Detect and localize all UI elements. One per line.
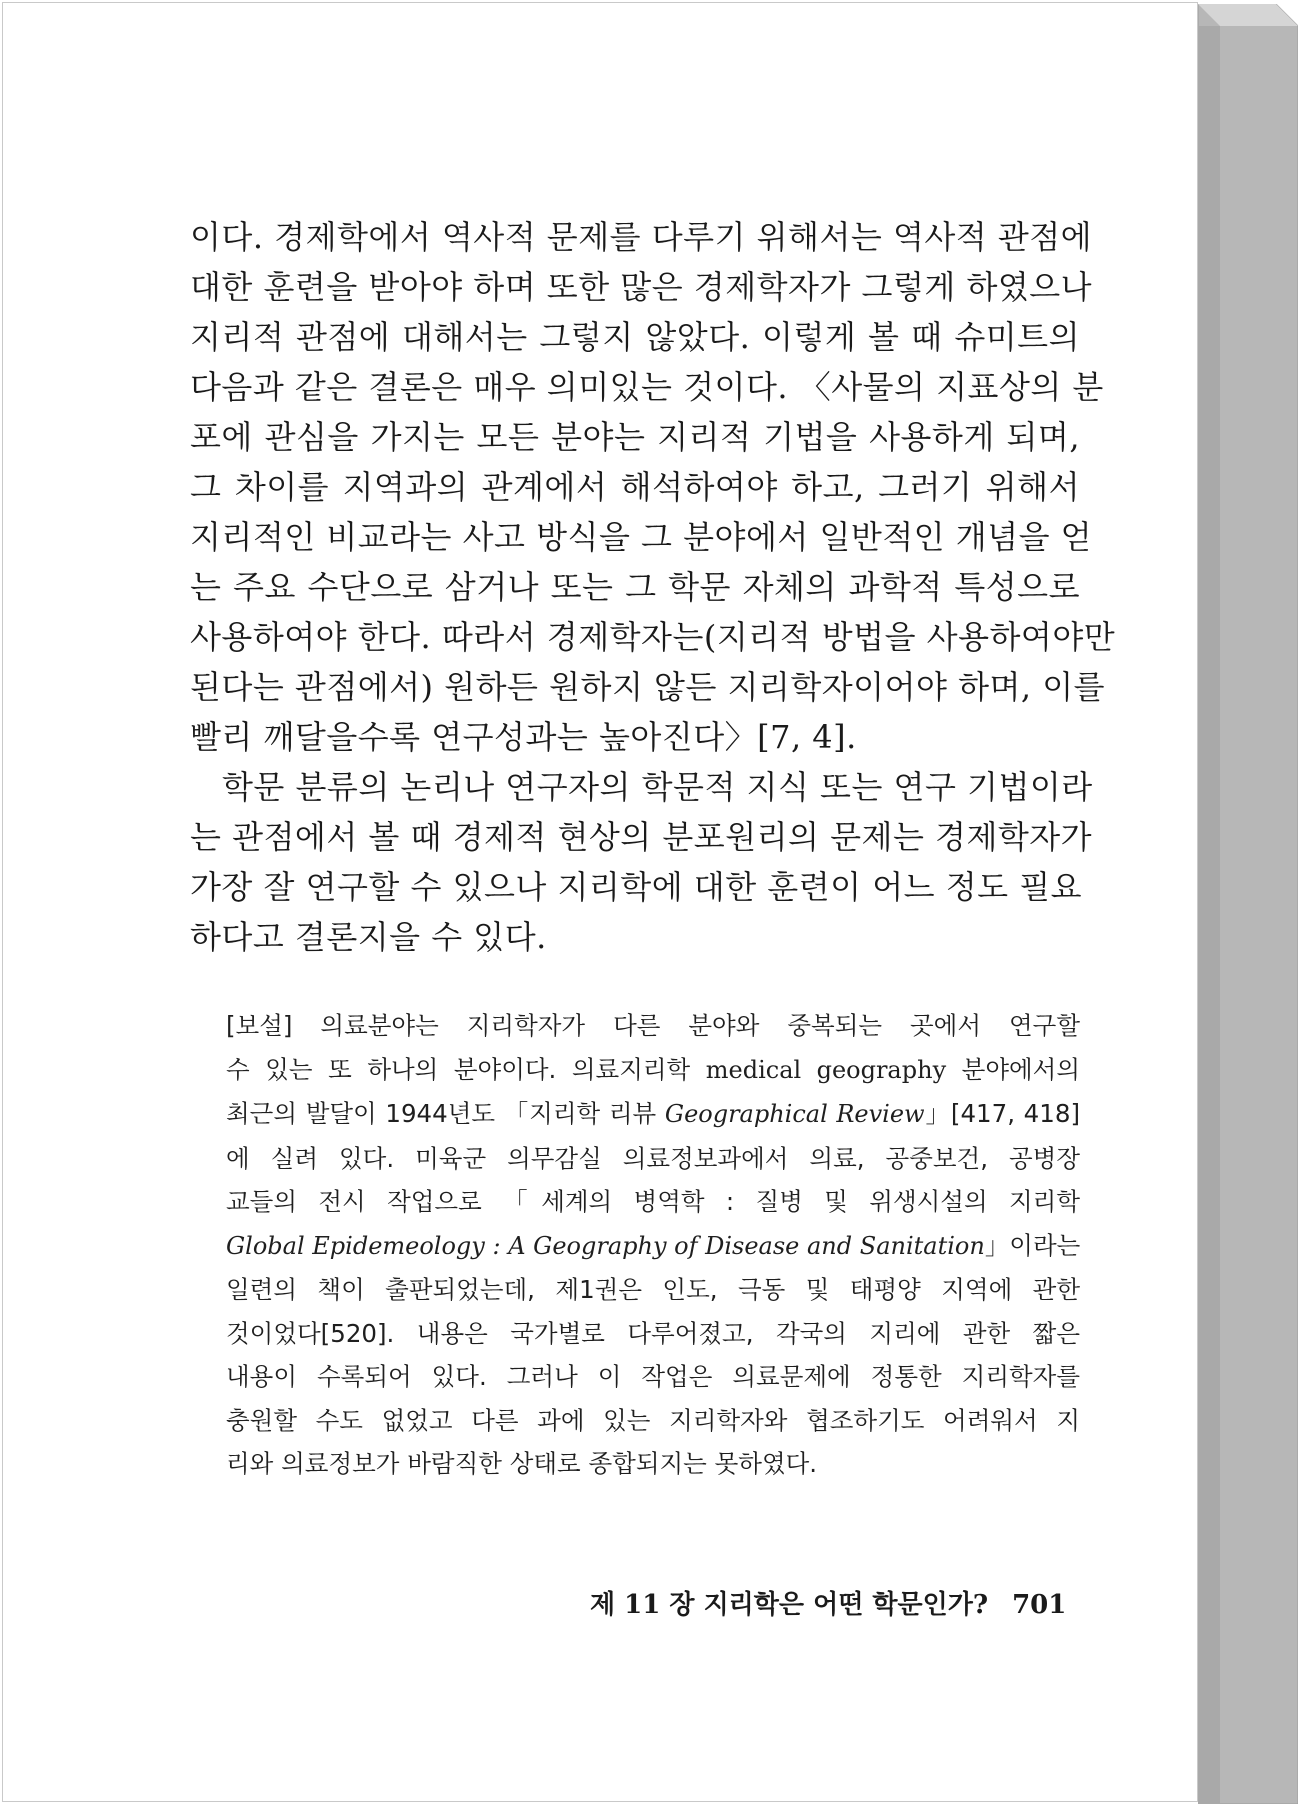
note-journal-title: Geographical Review	[664, 1100, 925, 1128]
note-line: 에 실려 있다. 미육군 의무감실 의료정보과에서 의료, 공중보건, 공병장	[226, 1143, 1080, 1173]
body-line: 사용하여야 한다. 따라서 경제학자는(지리적 방법을 사용하여야만	[190, 618, 1116, 656]
page-number: 701	[1012, 1590, 1067, 1620]
body-line: 된다는 관점에서) 원하든 원하지 않든 지리학자이어야 하며, 이를	[190, 668, 1106, 706]
body-line: 이다. 경제학에서 역사적 문제를 다루기 위해서는 역사적 관점에	[190, 218, 1093, 256]
note-line	[226, 1092, 1080, 1137]
main-body-text	[190, 212, 1116, 962]
body-line: 는 주요 수단으로 삼거나 또는 그 학문 자체의 과학적 특성으로	[190, 568, 1080, 606]
note-line	[226, 1224, 1080, 1269]
note-text-segment: 분야에서의	[946, 1054, 1081, 1084]
note-line: 내용이 수록되어 있다. 그러나 이 작업은 의료문제에 정통한 지리학자를	[226, 1362, 1080, 1391]
body-line: 포에 관심을 가지는 모든 분야는 지리적 기법을 사용하게 되며,	[190, 418, 1080, 456]
note-line	[226, 1048, 1080, 1093]
note-line: 것이었다[520]. 내용은 국가별로 다루어졌고, 각국의 지리에 관한 짧은	[226, 1318, 1080, 1348]
note-line: 일련의 책이 출판되었는데, 제1권은 인도, 극동 및 태평양 지역에 관한	[226, 1275, 1080, 1304]
chapter-title: 제 11 장 지리학은 어떤 학문인가?	[590, 1590, 989, 1620]
body-line: 지리적인 비교라는 사고 방식을 그 분야에서 일반적인 개념을 얻	[190, 518, 1093, 556]
body-line: 가장 잘 연구할 수 있으나 지리학에 대한 훈련이 어느 정도 필요	[190, 868, 1083, 906]
note-english-term: medical geography	[705, 1055, 947, 1084]
body-line: 지리적 관점에 대해서는 그렇지 않았다. 이렇게 볼 때 슈미트의	[190, 318, 1080, 356]
body-line: 빨리 깨달을수록 연구성과는 높아진다〉[7, 4].	[190, 718, 857, 756]
body-line: 학문 분류의 논리나 연구자의 학문적 지식 또는 연구 기법이라	[222, 768, 1093, 806]
note-line: 교들의 전시 작업으로 「세계의 병역학 : 질병 및 위생시설의 지리학	[226, 1187, 1080, 1216]
body-line: 다음과 같은 결론은 매우 의미있는 것이다. 〈사물의 지표상의 분	[190, 368, 1104, 406]
note-text-segment: 최근의 발달이 1944년도 「지리학 리뷰	[226, 1099, 665, 1128]
note-line: 리와 의료정보가 바람직한 상태로 종합되지는 못하였다.	[226, 1449, 818, 1478]
note-text-segment: 」이라는	[984, 1230, 1081, 1260]
note-line: 충원할 수도 없었고 다른 과에 있는 지리학자와 협조하기도 어려워서 지	[226, 1405, 1080, 1435]
supplementary-note	[226, 1004, 1080, 1486]
note-text-segment: 수 있는 또 하나의 분야이다. 의료지리학	[226, 1054, 706, 1084]
note-book-title: Global Epidemeology : A Geography of Disease and Sanitation	[226, 1231, 985, 1260]
body-line: 대한 훈련을 받아야 하며 또한 많은 경제학자가 그렇게 하였으나	[190, 268, 1093, 306]
body-line: 그 차이를 지역과의 관계에서 해석하여야 하고, 그러기 위해서	[190, 468, 1080, 506]
note-text-segment: 」[417, 418]	[924, 1099, 1081, 1128]
body-line: 하다고 결론지을 수 있다.	[190, 918, 547, 956]
body-line: 는 관점에서 볼 때 경제적 현상의 분포원리의 문제는 경제학자가	[190, 818, 1093, 856]
page-footer	[590, 1584, 1067, 1621]
note-line: [보설] 의료분야는 지리학자가 다른 분야와 중복되는 곳에서 연구할	[226, 1011, 1080, 1040]
